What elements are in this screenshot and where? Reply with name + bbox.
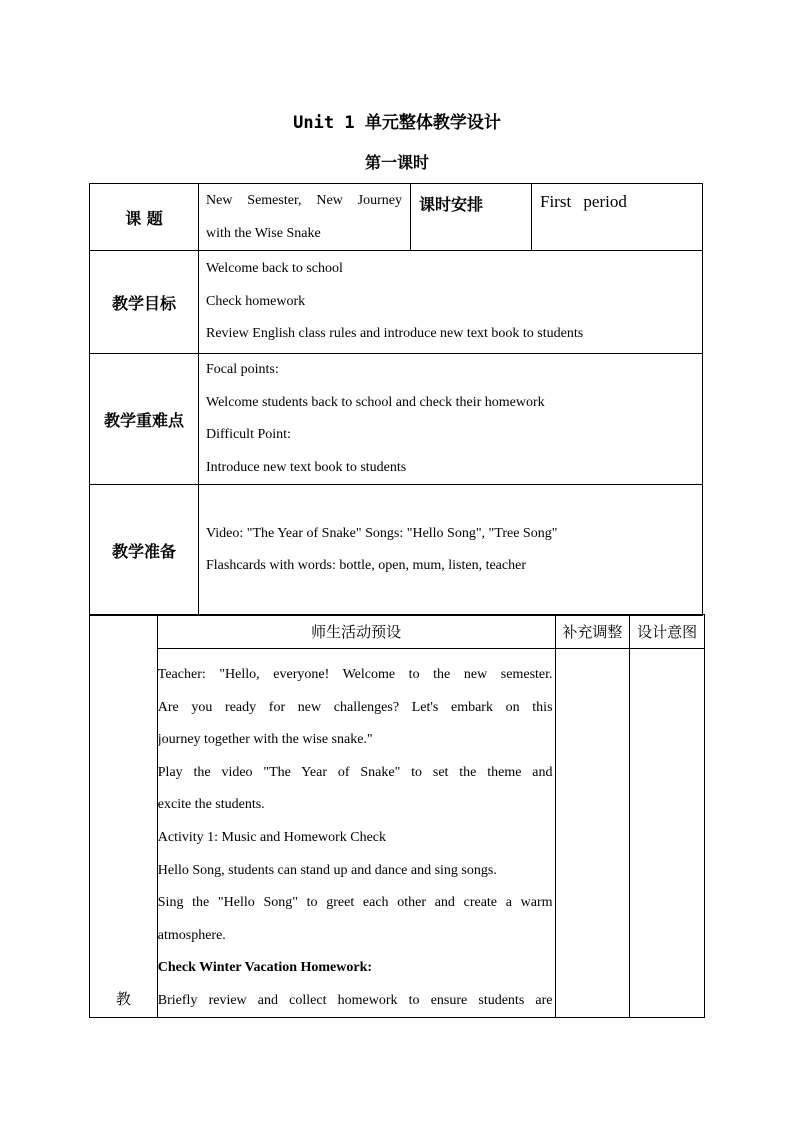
activity-line: Hello Song, students can stand up and dance and sing songs.	[157, 862, 497, 878]
intent-cell	[630, 649, 705, 1018]
activity-line: Are you ready for new challenges? Let's embark on this	[157, 699, 553, 715]
activity-line: Sing the "Hello Song" to greet each other and create a warm	[157, 895, 553, 911]
schedule-label: 课时安排	[411, 184, 532, 251]
prep-label: 教学准备	[90, 485, 199, 616]
topic-line: with the Wise Snake	[206, 225, 321, 241]
activity-line: journey together with the wise snake."	[157, 732, 373, 748]
prep-list	[199, 485, 703, 616]
keypoints-list	[199, 354, 703, 485]
objective-item: Welcome back to school	[206, 261, 343, 277]
topic-value	[199, 184, 411, 251]
prep-item: Video: "The Year of Snake" Songs: "Hello Song", "Tree Song"	[206, 525, 558, 541]
activity-line: Play the video "The Year of Snake" to set the theme and	[157, 764, 553, 780]
activity-side-label: 教	[90, 615, 158, 1018]
objectives-list	[199, 251, 703, 354]
activity-line: Teacher: "Hello, everyone! Welcome to the new semester.	[157, 667, 553, 682]
activity-content	[157, 649, 555, 1018]
objective-item: Check homework	[206, 293, 306, 309]
keypoint-item: Focal points:	[206, 362, 279, 377]
objectives-label: 教学目标	[90, 251, 199, 354]
activity-line: atmosphere.	[157, 927, 226, 943]
activity-line: Activity 1: Music and Homework Check	[157, 829, 387, 845]
schedule-value: First period	[532, 184, 703, 251]
keypoint-item: Welcome students back to school and check their homework	[206, 394, 545, 410]
col-header-adjustment: 补充调整	[555, 615, 630, 649]
document-title: Unit 1 单元整体教学设计	[293, 113, 501, 133]
keypoint-item: Introduce new text book to students	[206, 459, 407, 475]
col-header-intent: 设计意图	[630, 615, 705, 649]
activity-line: Briefly review and collect homework to ensure students are	[157, 992, 553, 1008]
topic-line: New Semester, New Journey	[206, 193, 402, 208]
activity-table	[89, 614, 705, 1018]
col-header-activities: 师生活动预设	[157, 615, 555, 649]
lesson-info-table	[89, 183, 703, 616]
objective-item: Review English class rules and introduce new text book to students	[206, 326, 584, 342]
lesson-subtitle: 第一课时	[364, 153, 429, 172]
keypoint-item: Difficult Point:	[206, 427, 291, 442]
topic-label: 课 题	[90, 184, 199, 251]
activity-line: excite the students.	[157, 797, 265, 813]
prep-item: Flashcards with words: bottle, open, mum, listen, teacher	[206, 558, 526, 573]
keypoints-label: 教学重难点	[90, 354, 199, 485]
adjustment-cell	[555, 649, 630, 1018]
activity-line: Check Winter Vacation Homework:	[157, 960, 373, 976]
